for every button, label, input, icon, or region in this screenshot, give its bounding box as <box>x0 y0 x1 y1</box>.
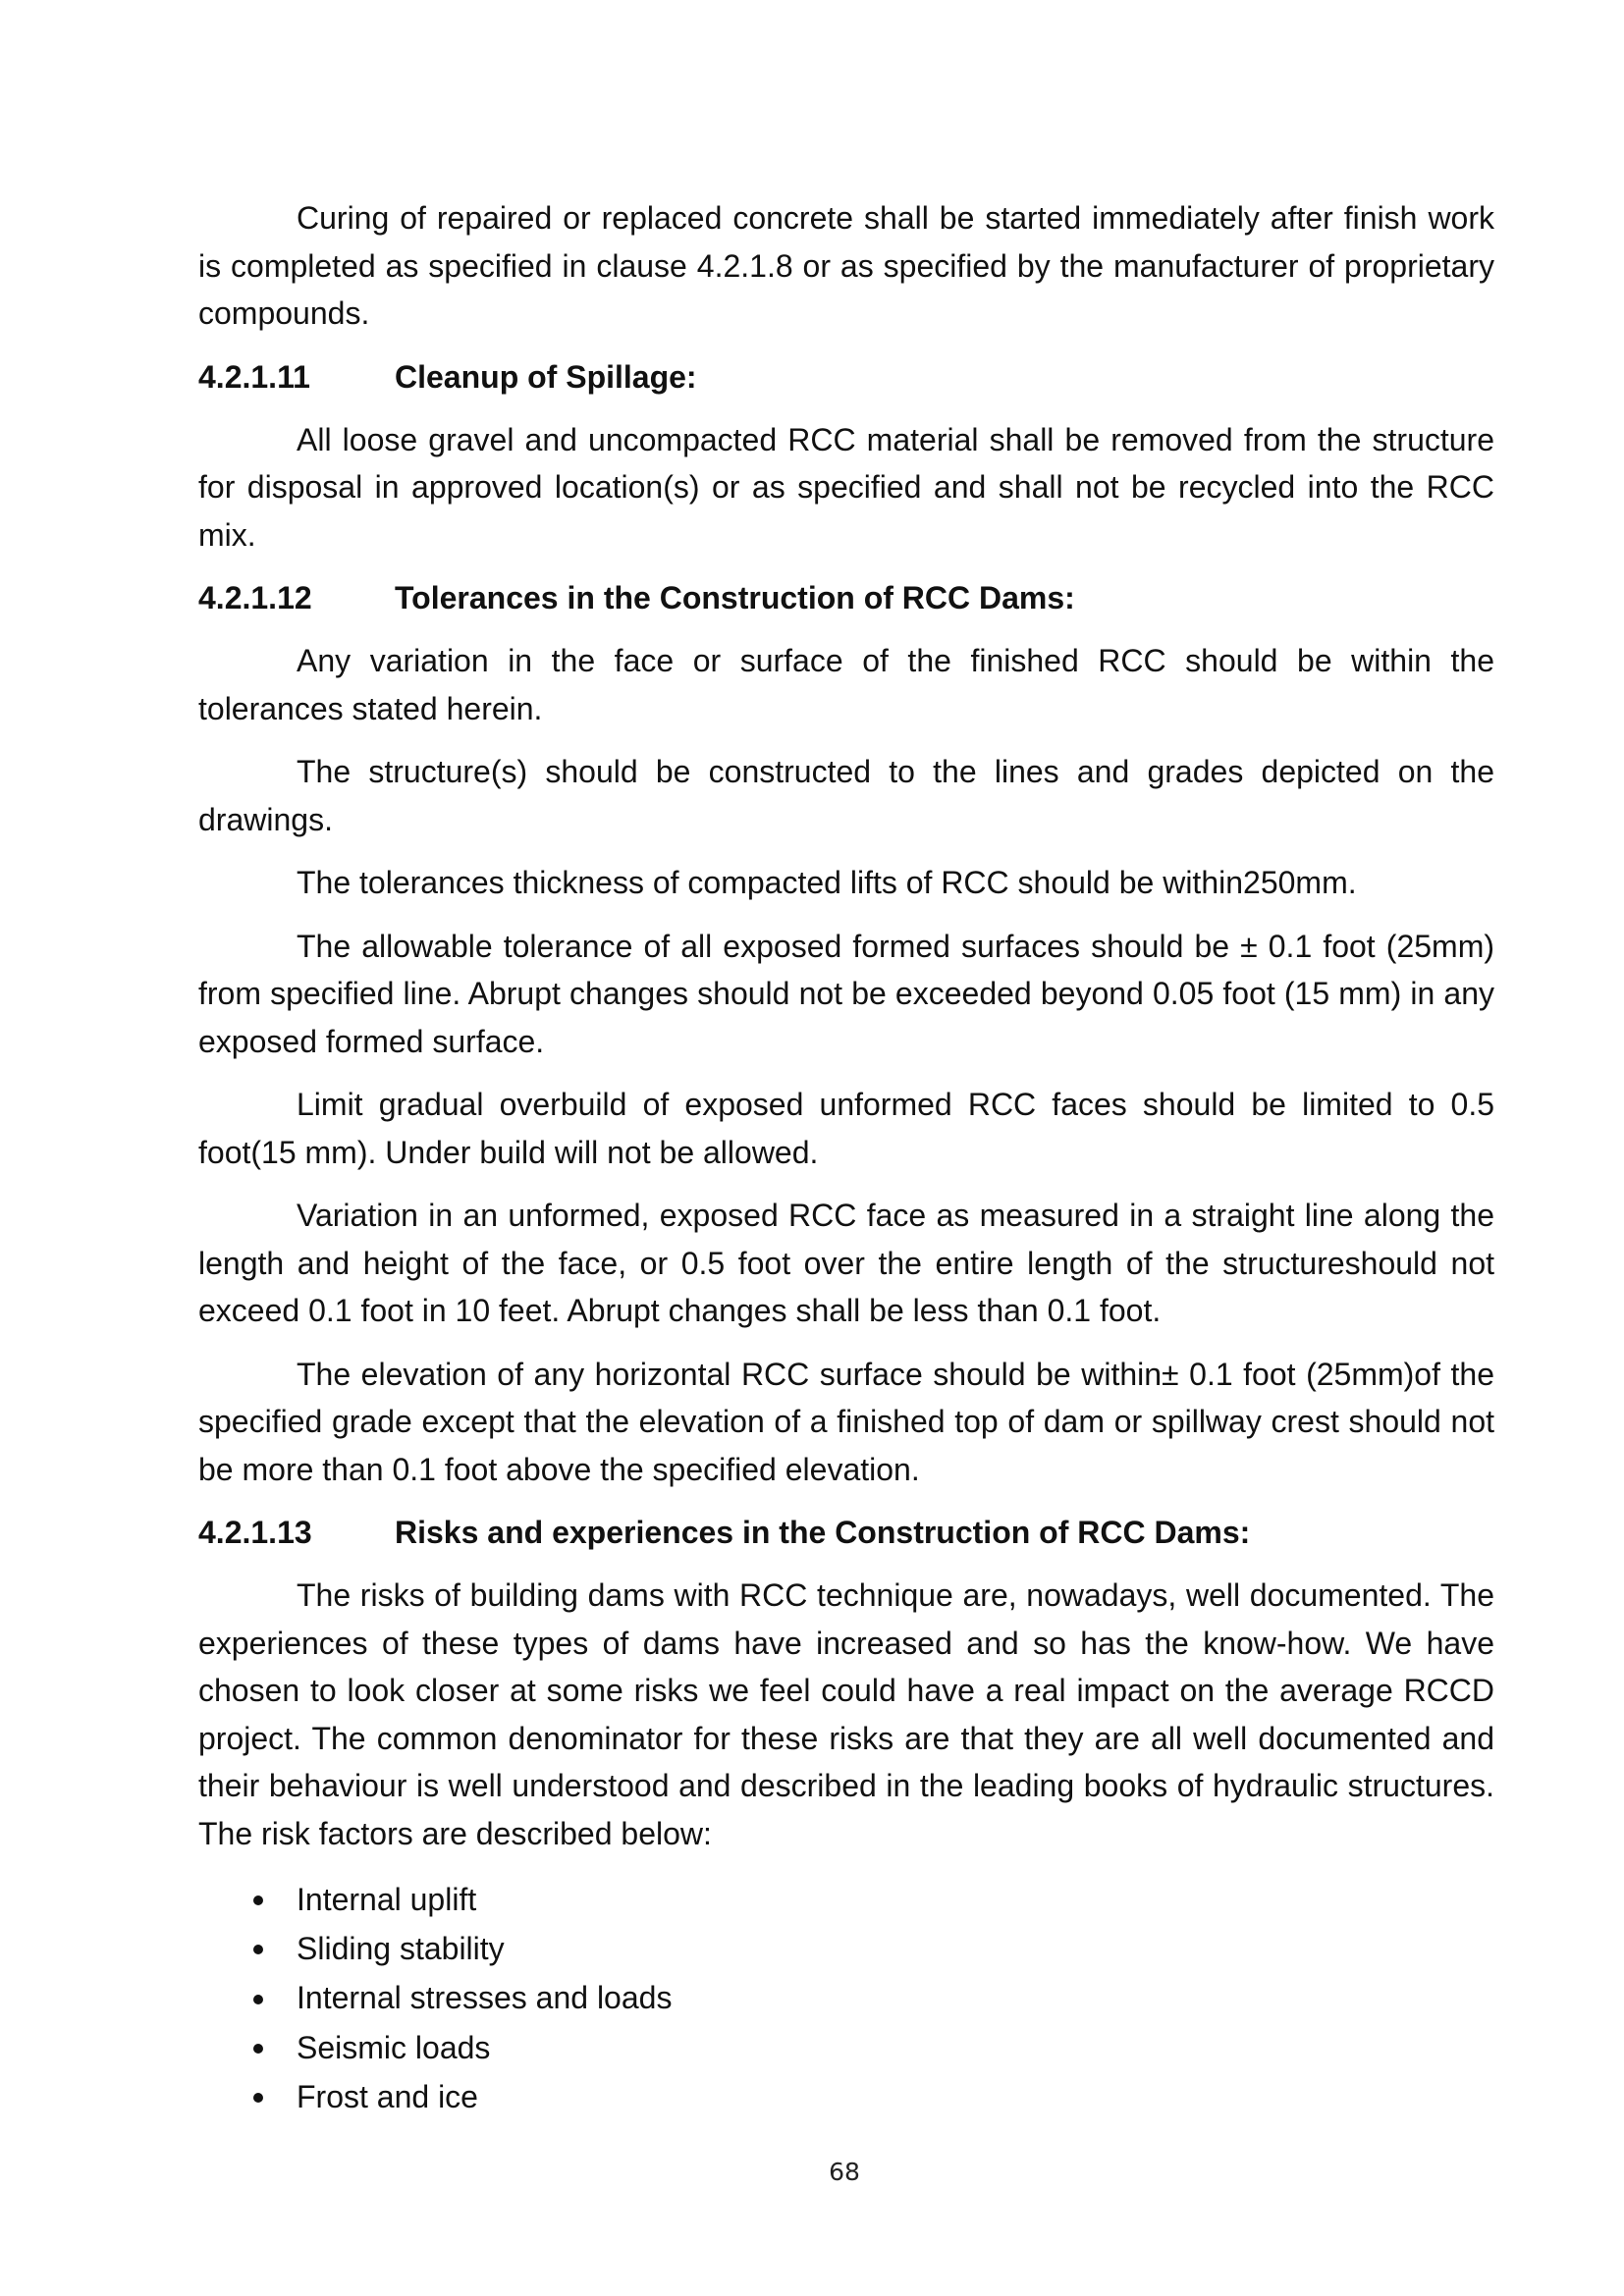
bullet-icon <box>198 1875 297 1924</box>
list-item-label: Frost and ice <box>297 2078 478 2114</box>
list-item-label: Seismic loads <box>297 2029 491 2065</box>
paragraph-lift-thickness: The tolerances thickness of compacted lifts of RCC should be within250mm. <box>297 865 1357 900</box>
list-item-label: Internal stresses and loads <box>297 1980 673 2016</box>
bullet-icon <box>198 1924 297 1973</box>
paragraph-unformed-face: Variation in an unformed, exposed RCC face as measured in a straight line along the length and height of the face, or 0.5 foot over the entire length of the structureshould not exceed 0.1 foot in 10 feet. Abrupt changes shall be less than 0.1 foot. <box>198 1198 1494 1328</box>
list-item <box>198 1924 1494 1973</box>
list-item-label: Internal uplift <box>297 1882 477 1917</box>
paragraph-variation: Any variation in the face or surface of the finished RCC should be within the tolerances stated herein. <box>198 643 1494 726</box>
section-heading-tolerances <box>198 574 1494 621</box>
section-heading-risks <box>198 1509 1494 1556</box>
paragraph-structure-lines: The structure(s) should be constructed to the lines and grades depicted on the drawings. <box>198 754 1494 837</box>
section-heading-cleanup <box>198 353 1494 400</box>
paragraph-curing: Curing of repaired or replaced concrete shall be started immediately after finish work is completed as specified in clause 4.2.1.8 or as specified by the manufacturer of proprietary compounds. <box>198 200 1494 331</box>
bullet-icon <box>198 1974 297 2023</box>
paragraph-elevation: The elevation of any horizontal RCC surface should be within± 0.1 foot (25mm)of the specified grade except that the elevation of a finished top of dam or spillway crest should not be more than 0.1 foot above the specified elevation. <box>198 1356 1494 1487</box>
paragraph-formed-surfaces: The allowable tolerance of all exposed formed surfaces should be ± 0.1 foot (25mm) from specified line. Abrupt changes should not be exceeded beyond 0.05 foot (15 mm) in any exposed formed surface. <box>198 928 1494 1059</box>
section-number: 4.2.1.12 <box>198 580 312 615</box>
document-body <box>198 194 1494 2121</box>
list-item <box>198 2023 1494 2072</box>
bullet-icon <box>198 2072 297 2121</box>
list-item <box>198 1875 1494 1924</box>
section-title: Tolerances in the Construction of RCC Dams: <box>395 580 1075 615</box>
list-item-label: Sliding stability <box>297 1931 505 1967</box>
paragraph-risks: The risks of building dams with RCC technique are, nowadays, well documented. The experiences of these types of dams have increased and so has the know-how. We have chosen to look closer at some risks we feel could have a real impact on the average RCCD project. The common denominator for these risks are that they are all well documented and their behaviour is well understood and described in the leading books of hydraulic structures. The risk factors are described below: <box>198 1577 1494 1851</box>
paragraph-loose-gravel: All loose gravel and uncompacted RCC material shall be removed from the structure for disposal in approved location(s) or as specified and shall not be recycled into the RCC mix. <box>198 421 1494 553</box>
section-number: 4.2.1.11 <box>198 358 310 395</box>
list-item <box>198 1973 1494 2022</box>
page-number: 68 <box>829 2158 860 2186</box>
section-title: Risks and experiences in the Construction of RCC Dams: <box>395 1515 1251 1550</box>
bullet-icon <box>198 2023 297 2072</box>
paragraph-overbuild: Limit gradual overbuild of exposed unformed RCC faces should be limited to 0.5 foot(15 mm). Under build will not be allowed. <box>198 1087 1494 1170</box>
section-title: Cleanup of Spillage: <box>395 358 697 395</box>
list-item <box>198 2072 1494 2121</box>
section-number: 4.2.1.13 <box>198 1515 312 1550</box>
risk-factor-list <box>198 1875 1494 2121</box>
